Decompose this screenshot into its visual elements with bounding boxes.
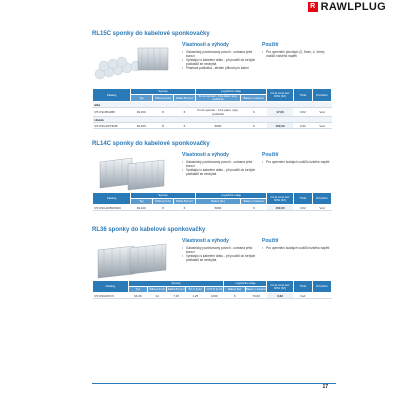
col-header: Vnitř D [mm]: [206, 287, 223, 291]
table-cell: 6: [241, 205, 267, 211]
table-cell: 6: [241, 123, 267, 129]
usage-block: [262, 42, 332, 58]
group-row-label: Hnědá: [93, 117, 332, 123]
features-title: Vlastnosti a výhody: [182, 238, 229, 244]
header-bar: [0, 0, 400, 12]
staples-image: [92, 238, 172, 282]
table-cell: 3,62: [293, 123, 312, 129]
table-cell: RT-KSG16/BG5000: [93, 205, 131, 211]
col-header: Šířka A [mm]: [152, 95, 174, 102]
col-header: Označení: [312, 193, 331, 205]
price-cell: 150,00: [267, 205, 293, 211]
section-title: RL15C sponky do kabelové sponkovačky: [92, 31, 210, 37]
table-cell: 8: [152, 123, 174, 129]
section-title: RL36 sponky do kabelové sponkovačky: [92, 227, 206, 233]
table-cell: RL36: [128, 293, 147, 299]
features-block: [182, 238, 258, 262]
usage-block: [262, 152, 332, 164]
logo-mark-icon: R: [308, 2, 318, 12]
section-title: RL14C sponky do kabelové sponkovačky: [92, 141, 210, 147]
table-cell: 6: [174, 108, 196, 117]
usage-title: Použití: [262, 152, 279, 158]
table-cell: 6: [224, 293, 246, 299]
features-block: [182, 152, 258, 176]
col-header: Třída: [293, 193, 312, 205]
table-row: [93, 108, 332, 117]
table-cell: RT-KSG06/7/4: [93, 293, 129, 299]
table-cell: 6: [174, 205, 196, 211]
feature-item: • Galvanický pozinkovaný povrch - ochrana před korozí: [182, 50, 258, 58]
table-cell: Vod: [293, 293, 312, 299]
usage-item: • Pro upevnění kulatých vodičů nízkého napětí: [262, 160, 332, 164]
product-section-rl14c: [92, 140, 332, 210]
col-header: Typ: [131, 95, 153, 102]
spec-table: [92, 280, 332, 299]
table-cell: 5000: [195, 123, 240, 129]
col-header: Označení: [312, 281, 331, 293]
features-block: [182, 42, 258, 70]
group-header: Logistické údaje: [195, 89, 267, 95]
col-header: Cena za ks bez DPH [Kč]: [267, 281, 293, 293]
col-header: Katalog: [93, 193, 131, 205]
col-header: Označení: [312, 89, 331, 102]
table-cell: 14: [147, 293, 166, 299]
table-row: [93, 293, 332, 299]
table-cell: RL14C: [131, 205, 153, 211]
table-cell: RL15C: [131, 123, 153, 129]
table-cell: 7,15: [167, 293, 186, 299]
col-header: Délka B [mm]: [174, 199, 196, 205]
brand-logo: [266, 0, 386, 13]
price-cell: 3,62: [267, 293, 293, 299]
table-cell: 1,25: [186, 293, 205, 299]
group-header: Logistické údaje: [224, 281, 267, 287]
feature-item: • Vynikající s kabelem drátu - při použití do tvrdých podkladů se neohýbá: [182, 254, 258, 262]
group-header: Sponky: [131, 193, 196, 199]
table-cell: 8: [152, 205, 174, 211]
table-cell: 6: [174, 123, 196, 129]
col-header: Balení v kartonu: [241, 199, 267, 205]
col-header: Balení v kartonu: [241, 95, 267, 102]
col-header: Šířka A [mm]: [152, 199, 174, 205]
table-cell: RT-KSG16/T6HB: [93, 123, 131, 129]
col-header: Katalog: [93, 281, 129, 293]
col-header: Typ: [128, 287, 147, 293]
table-cell: Vod: [312, 108, 331, 117]
page-number: 17: [322, 384, 328, 390]
spec-table: [92, 88, 332, 129]
usage-block: [262, 238, 332, 250]
col-header: Délka B [mm]: [167, 287, 185, 291]
col-header: Cena za ks bez DPH [Kč]: [267, 193, 293, 205]
staples-with-washers-image: [92, 42, 172, 86]
table-row: [93, 123, 332, 129]
feature-item: • Galvanický pozinkovaný povrch - ochrana před korozí: [182, 160, 258, 168]
table-cell: RL15C: [131, 108, 153, 117]
col-header: Typ: [131, 199, 153, 205]
table-cell: 70,00: [245, 293, 267, 299]
usage-item: • Pro upevnění kulatých vodičů nízkého napětí: [262, 246, 332, 250]
features-title: Vlastnosti a výhody: [182, 42, 229, 48]
group-header: Logistické údaje: [195, 193, 267, 199]
table-cell: Vod: [312, 123, 331, 129]
feature-item: • Vynikající s kabelem drátu - při použití do tvrdých podkladů se neohýbá: [182, 58, 258, 66]
col-header: Balení [ks]: [224, 287, 246, 293]
table-cell: RT-KSO8/11BK: [93, 108, 131, 117]
footer-rule: [92, 383, 336, 384]
col-header: Šířka A [mm]: [149, 287, 165, 291]
col-header: Třída: [293, 89, 312, 102]
col-header: Balení v kartonu: [246, 287, 267, 291]
staples-image: [92, 152, 172, 196]
col-header: Katalog: [93, 89, 131, 102]
feature-item: • Galvanický pozinkovaný povrch - ochrana před korozí: [182, 246, 258, 254]
usage-title: Použití: [262, 238, 279, 244]
group-row-label: Bílá: [93, 102, 332, 108]
col-header: Šíř C [mm]: [186, 287, 205, 293]
table-cell: 3,62: [293, 205, 312, 211]
product-section-rl15c: [92, 30, 332, 128]
product-section-rl36: [92, 226, 332, 298]
features-title: Vlastnosti a výhody: [182, 152, 229, 158]
spec-table: [92, 192, 332, 211]
feature-item: • Vynikající s kabelem drátu - při použití do tvrdých podkladů se neohýbá: [182, 168, 258, 176]
table-cell: 1000: [205, 293, 224, 299]
logo-text: RAWLPLUG: [320, 0, 386, 13]
table-cell: 8: [152, 108, 174, 117]
col-header: Třída: [293, 281, 312, 293]
col-header: Délka B [mm]: [174, 95, 196, 102]
table-cell: [312, 293, 331, 299]
price-cell: 17,00: [267, 108, 293, 117]
table-row: [93, 205, 332, 211]
table-cell: Ks ks sponek - 0 ks plast. spoj. podložek: [195, 108, 240, 117]
group-header: Sponky: [131, 89, 196, 95]
table-cell: 6: [241, 108, 267, 117]
usage-title: Použití: [262, 42, 279, 48]
table-cell: Vod: [312, 205, 331, 211]
group-header: Sponky: [128, 281, 224, 287]
table-cell: 3,62: [293, 108, 312, 117]
usage-item: • Pro upevnění plochých (2, 5mm, 4, 4mm) vodičů nízkého napětí: [262, 50, 332, 58]
feature-item: • Plastová podložka - ideální přilnutí pro kabel: [182, 66, 258, 70]
col-header: Balení [ks]: [195, 199, 240, 205]
col-header: Ks ks sponek - 0 ks plast. spoj. podložek: [195, 95, 240, 102]
col-header: Cena za ks bez DPH [Kč]: [267, 89, 293, 102]
table-cell: 5000: [195, 205, 240, 211]
price-cell: 150,00: [267, 123, 293, 129]
